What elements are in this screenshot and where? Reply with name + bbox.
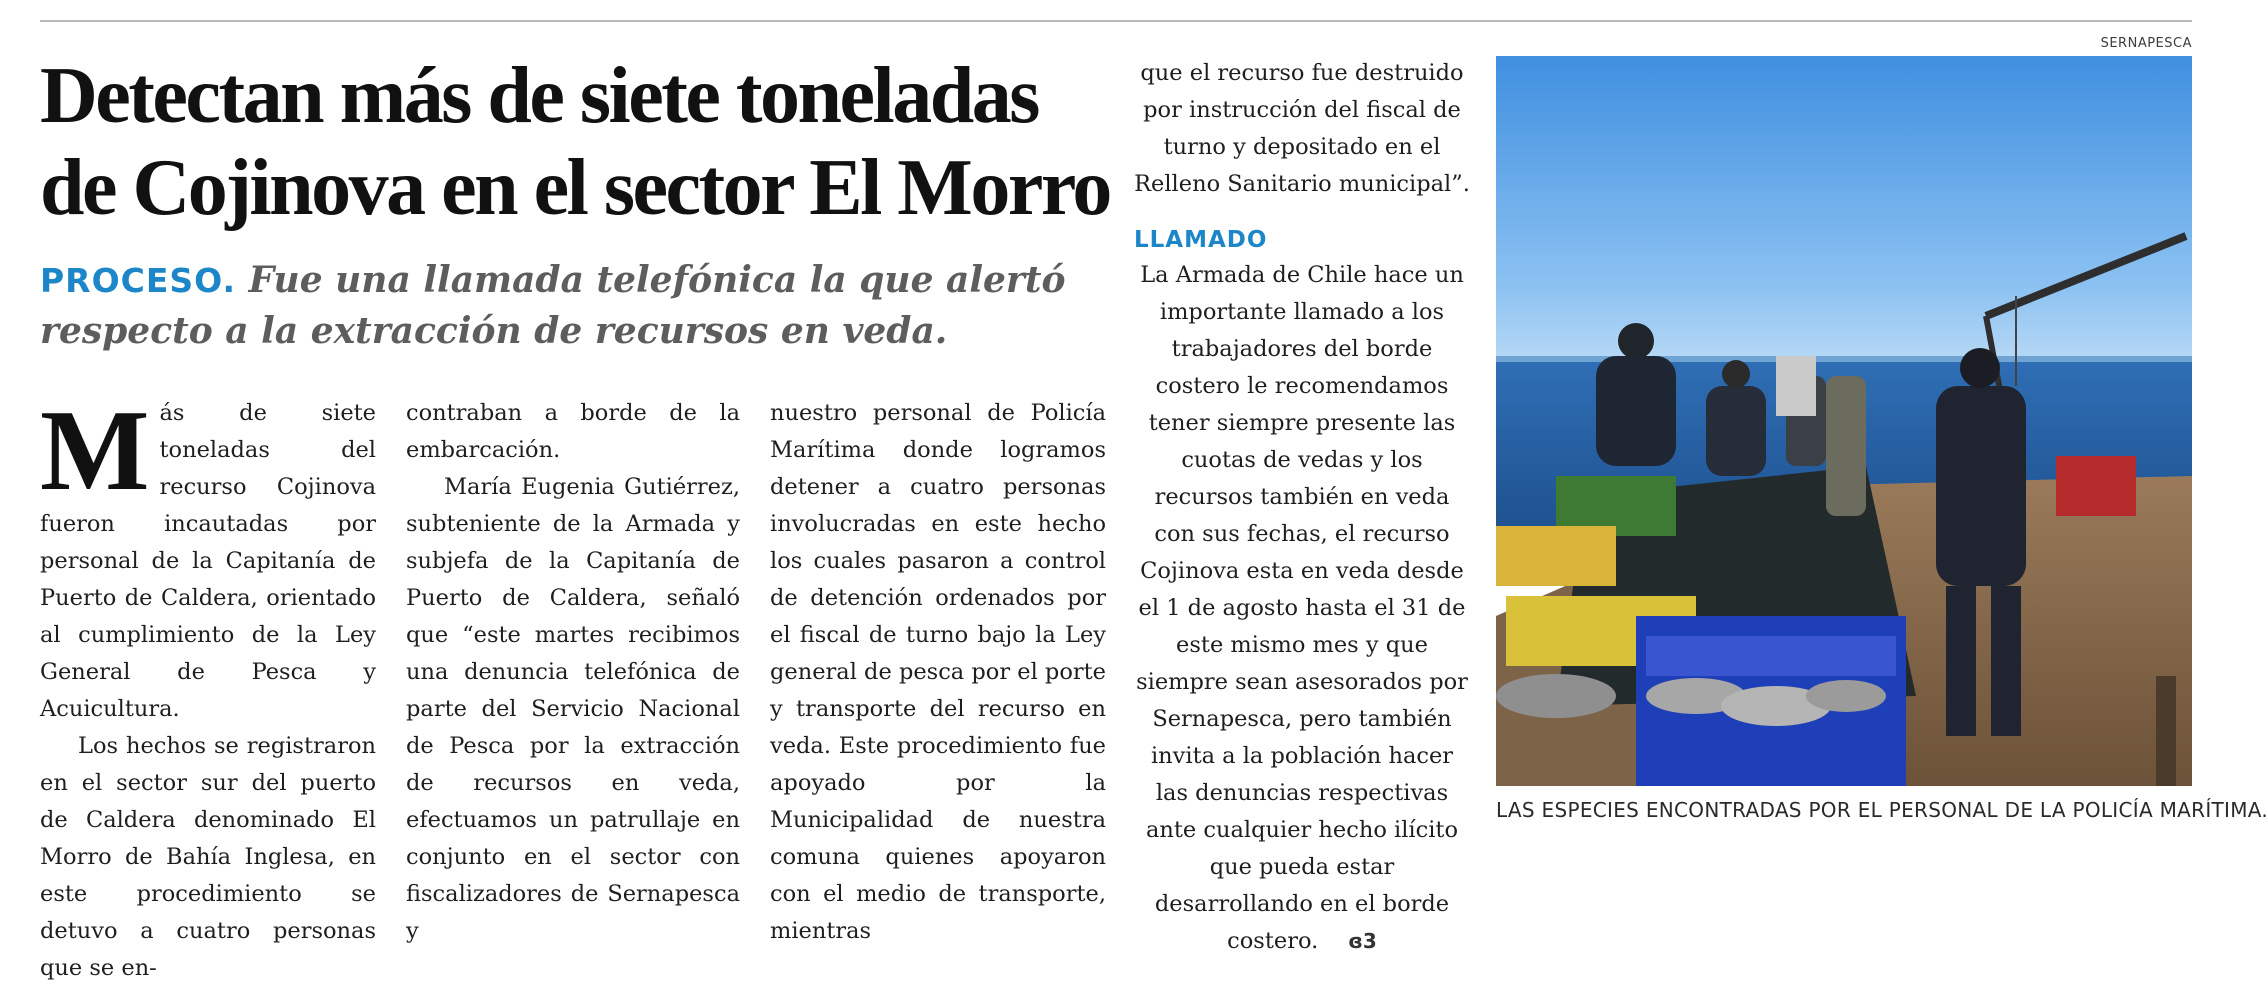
deck-text: Fue una llamada telefónica la que alertó respecto a la extracción de recursos en veda.	[40, 259, 1066, 352]
paragraph-llamado-text: La Armada de Chile hace un importante llamado a los trabajadores del borde costero le recomendamos tener siempre presente las cuotas de vedas y los recursos también en veda con sus fechas, el recurso Cojinova esta en veda desde el 1 de agosto hasta el 31 de este mismo mes y que siempre sean asesorados por Sernapesca, pero también invita a la población hacer las denuncias respectivas ante cualquier hecho ilícito que pueda estar desarrollando en el borde costero.	[1136, 262, 1468, 954]
paragraph-quote-end: que el recurso fue destruido por instrucción del fiscal de turno y depositado en el Relleno Sanitario municipal”.	[1134, 60, 1470, 197]
deck	[40, 255, 1120, 356]
headline	[40, 50, 1110, 234]
paragraph-quote-continued: nuestro personal de Policía Marítima donde logramos detener a cuatro personas involucradas en este hecho los cuales pasaron a control de detención ordenados por el fiscal de turno bajo la Ley general de pesca por el porte y transporte del recurso en veda. Este procedimiento fue apoyado por la Municipalidad de nuestra comuna quienes apoyaron con el medio de transporte, mientras	[770, 400, 1106, 944]
article-column-4	[1134, 55, 1470, 960]
deck-kicker: PROCESO.	[40, 261, 237, 300]
photo-caption: LAS ESPECIES ENCONTRADAS POR EL PERSONAL DE LA POLICÍA MARÍTIMA.	[1496, 798, 2268, 822]
headline-line-2: de Cojinova en el sector El Morro	[40, 144, 1110, 232]
photo-credit: SERNAPESCA	[2100, 36, 2192, 51]
article-column-2	[406, 395, 740, 950]
headline-line-1: Detectan más de siete toneladas	[40, 52, 1038, 140]
top-rule	[40, 20, 2192, 22]
end-mark: ɞ3	[1348, 929, 1377, 953]
paragraph-continuation: contraban a borde de la embarcación.	[406, 400, 740, 463]
article-column-1	[40, 387, 376, 987]
lead-paragraph	[40, 387, 376, 728]
subhead-llamado: LLAMADO	[1134, 227, 1268, 253]
news-photo	[1496, 56, 2192, 786]
article-column-3	[770, 395, 1106, 950]
drop-cap: M	[40, 387, 150, 515]
paragraph-quote: María Eugenia Gutiérrez, subteniente de la Armada y subjefa de la Capitanía de Puerto de Caldera, señaló que “este martes recibimos una denuncia telefónica de parte del Servicio Nacional de Pesca por la extracción de recursos en veda, efectuamos un patrullaje en conjunto en el sector con fiscalizadores de Sernapesca y	[406, 474, 740, 944]
paragraph-1: ás de siete toneladas del recurso Cojinova fueron incautadas por personal de la Capitanía de Puerto de Caldera, orientado al cumplimiento de la Ley General de Pesca y Acuicultura.	[40, 400, 376, 722]
paragraph-2: Los hechos se registraron en el sector sur del puerto de Caldera denominado El Morro de Bahía Inglesa, en este procedimiento se detuvo a cuatro personas que se en-	[40, 733, 376, 981]
paragraph-llamado	[1134, 257, 1470, 960]
